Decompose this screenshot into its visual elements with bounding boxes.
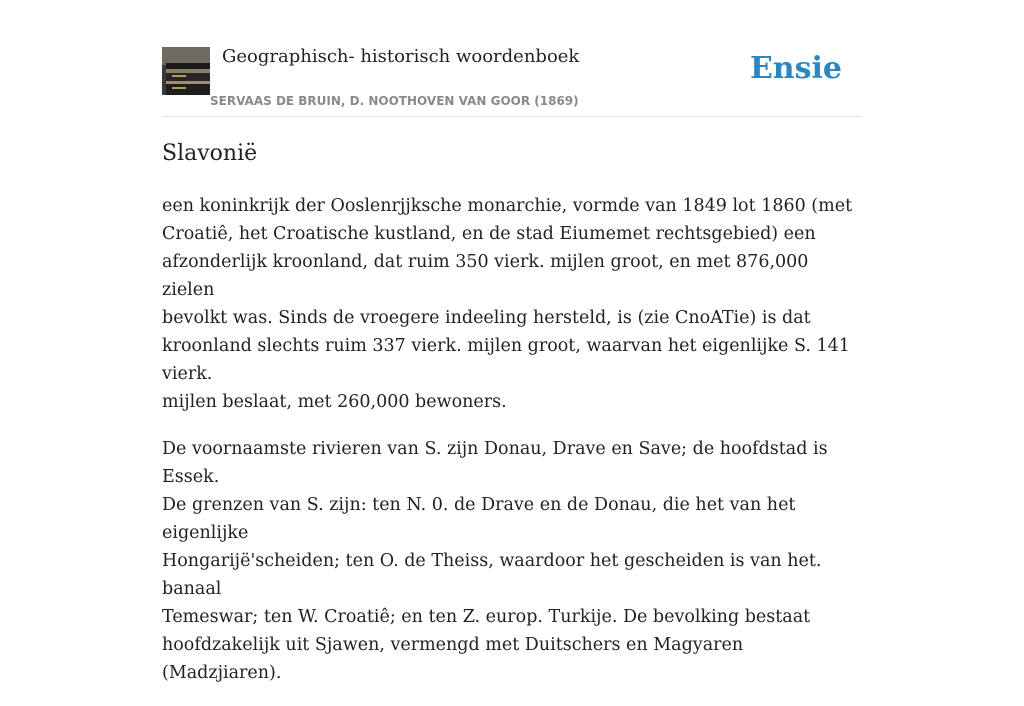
entry-body [162, 192, 862, 706]
entry-paragraph [162, 435, 862, 687]
text-line: afzonderlijk kroonland, dat ruim 350 vierk. mijlen groot, en met 876,000 zielen [162, 252, 809, 300]
entry-headword: Slavonië [162, 141, 258, 166]
text-line: Croatiê, het Croatische kustland, en de stad Eiumemet rechtsgebied) een [162, 224, 816, 244]
text-line: kroonland slechts ruim 337 vierk. mijlen groot, waarvan het eigenlijke S. 141 vierk. [162, 336, 850, 384]
text-line: De voornaamste rivieren van S. zijn Donau, Drave en Save; de hoofdstad is Essek. [162, 439, 828, 487]
text-line: De grenzen van S. zijn: ten N. 0. de Drave en de Donau, die het van het eigenlijke [162, 495, 796, 543]
text-line: hoofdzakelijk uit Sjawen, vermengd met Duitschers en Magyaren (Madzjiaren). [162, 635, 744, 683]
text-line: een koninkrijk der Ooslenrjjksche monarchie, vormde van 1849 lot 1860 (met [162, 196, 853, 216]
ensie-logo[interactable]: Ensie [749, 51, 842, 86]
text-line: Hongarijë'scheiden; ten O. de Theiss, waardoor het gescheiden is van het. banaal [162, 551, 822, 599]
text-line: mijlen beslaat, met 260,000 bewoners. [162, 392, 507, 412]
source-header [162, 0, 862, 117]
text-line: Temeswar; ten W. Croatiê; en ten Z. europ. Turkije. De bevolking bestaat [162, 607, 811, 627]
entry-paragraph [162, 192, 862, 416]
source-title[interactable]: Geographisch- historisch woordenboek [222, 46, 580, 67]
text-line: bevolkt was. Sinds de vroegere indeeling hersteld, is (zie CnoATie) is dat [162, 308, 811, 328]
source-author: SERVAAS DE BRUIN, D. NOOTHOVEN VAN GOOR (1869) [210, 94, 579, 108]
book-cover-icon[interactable] [162, 47, 210, 95]
